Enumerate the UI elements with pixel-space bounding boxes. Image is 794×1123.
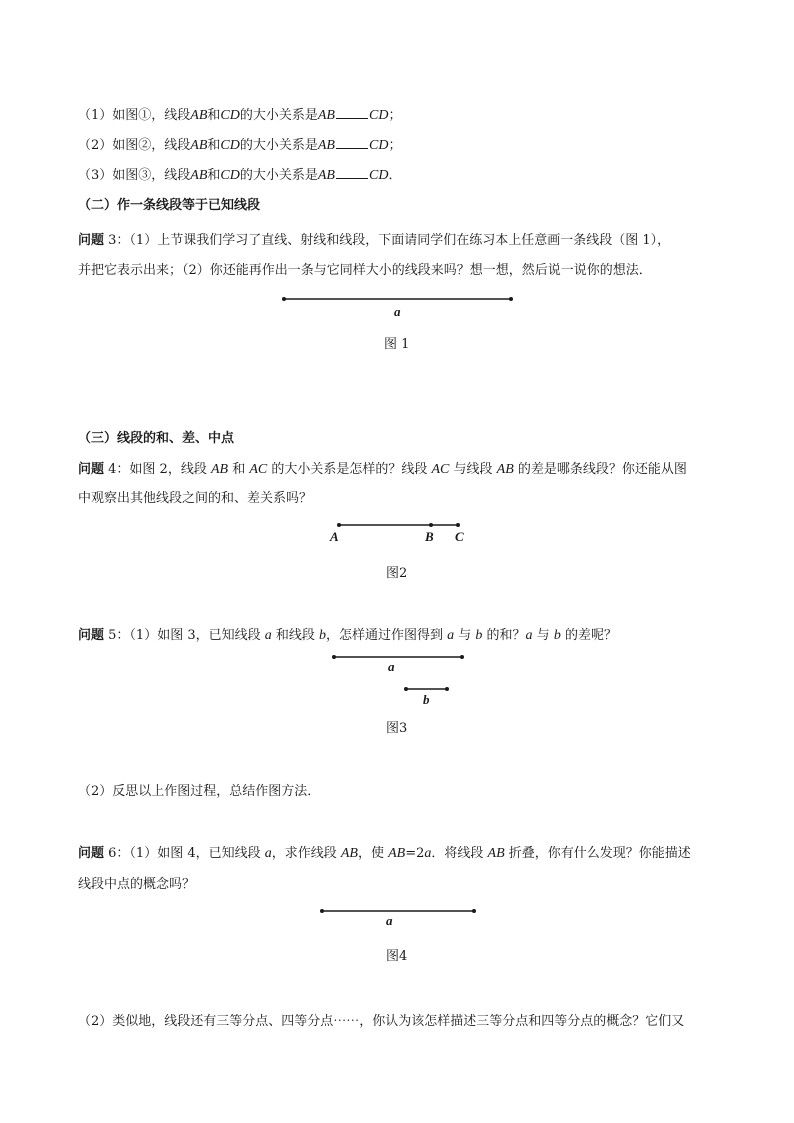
fig2-point-c [456,523,460,527]
fig3-b-left [404,687,408,691]
fig3-b-right [445,687,449,691]
question-5-part-2: （2）反思以上作图过程，总结作图方法． [78,784,321,799]
fig2-label-b: B [425,529,434,544]
compare-item-1: （1）如图①，线段AB和CD的大小关系是AB CD； [78,108,402,123]
fig1-caption: 图 1 [384,337,410,352]
section-three-heading: （三）线段的和、差、中点 [78,431,235,446]
fig2-label-a: A [330,529,339,544]
section-two-heading: （二）作一条线段等于已知线段 [78,198,261,213]
question-6-line-1: 问题 6：（1）如图 4，已知线段 a，求作线段 AB，使 AB=2a．将线段 AB 折叠，你有什么发现？你能描述 [78,846,691,861]
fig3-a-left [332,655,336,659]
fig4-label: a [386,913,393,928]
fig3-label-b: b [423,692,430,707]
question-3-line-1: 问题 3：（1）上节课我们学习了直线、射线和线段，下面请同学们在练习本上任意画一条线段（图 1）， [78,233,671,248]
fig3-a-right [460,655,464,659]
question-5-line-1: 问题 5：（1）如图 3，已知线段 a 和线段 b，怎样通过作图得到 a 与 b 的和？a 与 b 的差呢？ [78,628,617,643]
fig3-label-a: a [388,659,395,674]
fig4-left [320,909,324,913]
fig4-caption: 图4 [386,949,408,964]
fig2-caption: 图2 [386,566,408,581]
fig1-endpoint-right [509,297,513,301]
question-3-line-2: 并把它表示出来；（2）你还能再作出一条与它同样大小的线段来吗？想一想，然后说一说你的想法． [78,263,652,278]
fig2-point-b [429,523,433,527]
fig3-caption: 图3 [386,721,408,736]
fig4-right [472,909,476,913]
fig2-point-a [337,523,341,527]
question-6-line-2: 线段中点的概念吗？ [78,877,196,892]
fig1-endpoint-left [282,297,286,301]
question-4-line-2: 中观察出其他线段之间的和、差关系吗？ [78,491,313,506]
question-4-line-1: 问题 4：如图 2，线段 AB 和 AC 的大小关系是怎样的？线段 AC 与线段 AB 的差是哪条线段？你还能从图 [78,462,687,477]
fig1-label: a [394,304,401,319]
compare-item-3: （3）如图③，线段AB和CD的大小关系是AB CD． [78,168,402,183]
question-6-part-2: （2）类似地，线段还有三等分点、四等分点⋯⋯，你认为该怎样描述三等分点和四等分点的概念？它们又 [78,1014,685,1029]
fig2-label-c: C [455,529,464,544]
compare-item-2: （2）如图②，线段AB和CD的大小关系是AB CD； [78,138,402,153]
